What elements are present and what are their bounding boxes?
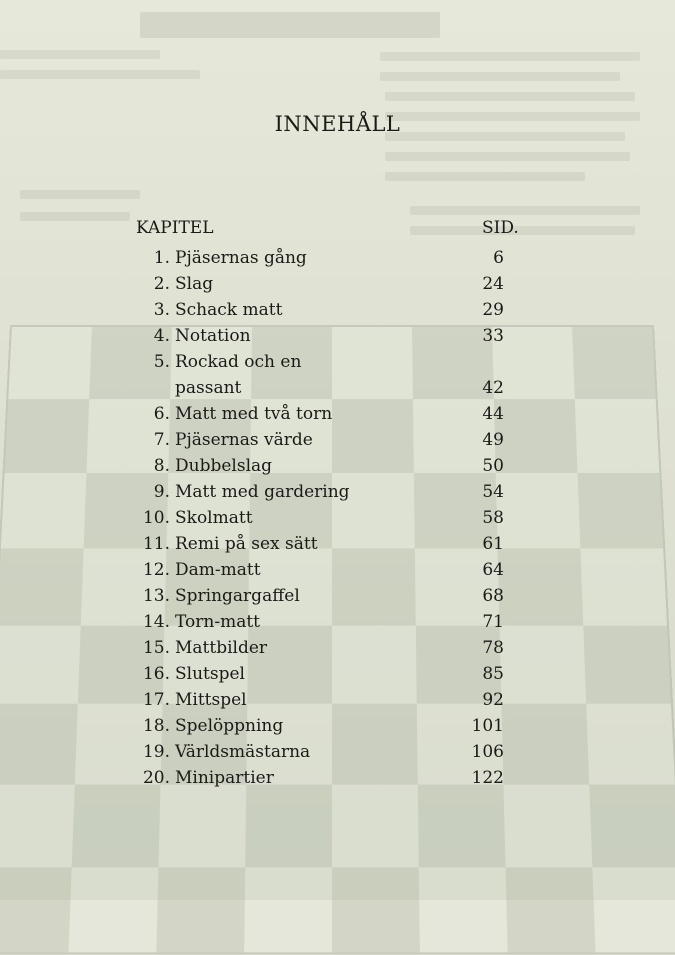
- chapter-number: 6.: [153, 404, 170, 424]
- chapter-title: Slag: [175, 274, 214, 294]
- page-number: 78: [482, 638, 504, 658]
- chapter-title: Notation: [175, 326, 251, 346]
- chapter-number: 11.: [142, 534, 170, 554]
- page-number: 50: [482, 456, 504, 476]
- toc-entry: [0, 739, 675, 765]
- toc-entry-continuation: [0, 375, 675, 401]
- board-square: [156, 868, 245, 953]
- page-number: 44: [482, 404, 504, 424]
- toc-entry: [0, 765, 675, 791]
- toc-entry: [0, 427, 675, 453]
- chapter-title: Dam-matt: [175, 560, 261, 580]
- board-square: [68, 868, 158, 953]
- chapter-title: Schack matt: [175, 300, 283, 320]
- page-number: 42: [482, 378, 504, 398]
- chapter-number: 19.: [142, 742, 170, 762]
- board-square: [592, 868, 675, 953]
- toc-entry: [0, 323, 675, 349]
- chapter-title: Minipartier: [175, 768, 274, 788]
- chapter-number: 15.: [142, 638, 170, 658]
- chapter-title: Slutspel: [175, 664, 245, 684]
- toc-entry: [0, 349, 675, 375]
- chapter-number: 8.: [153, 456, 170, 476]
- chapter-number: 2.: [153, 274, 170, 294]
- board-square: [0, 868, 72, 953]
- chapter-column-header: KAPITEL: [136, 218, 214, 238]
- chapter-number: 1.: [153, 248, 170, 268]
- page-number: 101: [471, 716, 504, 736]
- chapter-number: 18.: [142, 716, 170, 736]
- chapter-number: 4.: [153, 326, 170, 346]
- board-square: [589, 785, 675, 868]
- chapter-title: Pjäsernas värde: [175, 430, 313, 450]
- page-number: 58: [482, 508, 504, 528]
- chapter-number: 14.: [142, 612, 170, 632]
- chapter-title: Världsmästarna: [175, 742, 311, 762]
- toc-entry: [0, 245, 675, 271]
- board-square: [158, 785, 246, 868]
- chapter-title: Remi på sex sätt: [175, 534, 318, 554]
- toc-entry: [0, 453, 675, 479]
- board-square: [418, 785, 506, 868]
- toc-entry: [0, 713, 675, 739]
- toc-entry: [0, 635, 675, 661]
- page-number: 71: [482, 612, 504, 632]
- chapter-title: Skolmatt: [175, 508, 253, 528]
- page-number: 85: [482, 664, 504, 684]
- chapter-title: Springargaffel: [175, 586, 300, 606]
- chapter-title: Mattbilder: [175, 638, 268, 658]
- board-square: [332, 785, 419, 868]
- chapter-title: Dubbelslag: [175, 456, 273, 476]
- page-column-header: SID.: [482, 218, 519, 238]
- chapter-title: Rockad och en: [175, 352, 302, 372]
- page-number: 122: [471, 768, 504, 788]
- chapter-number: 10.: [142, 508, 170, 528]
- chapter-number: 7.: [153, 430, 170, 450]
- toc-entry: [0, 271, 675, 297]
- chapter-title: Pjäsernas gång: [175, 248, 307, 268]
- chapter-number: 17.: [142, 690, 170, 710]
- page-number: 33: [482, 326, 504, 346]
- toc-entry: [0, 661, 675, 687]
- chapter-title-continued: passant: [175, 378, 242, 398]
- board-square: [72, 785, 161, 868]
- chapter-number: 16.: [142, 664, 170, 684]
- toc-entry: [0, 687, 675, 713]
- toc-entry: [0, 609, 675, 635]
- page-number: 64: [482, 560, 504, 580]
- chapter-number: 3.: [153, 300, 170, 320]
- board-square: [503, 785, 592, 868]
- toc-entry: [0, 557, 675, 583]
- page-number: 92: [482, 690, 504, 710]
- chapter-title: Spelöppning: [175, 716, 284, 736]
- chapter-number: 20.: [142, 768, 170, 788]
- page-title: INNEHÅLL: [274, 112, 401, 136]
- toc-entry: [0, 531, 675, 557]
- page-number: 106: [471, 742, 504, 762]
- page-number: 29: [482, 300, 504, 320]
- board-square: [332, 868, 420, 953]
- page-number: 6: [493, 248, 504, 268]
- board-square: [244, 868, 332, 953]
- page-number: 61: [482, 534, 504, 554]
- chapter-title: Matt med gardering: [175, 482, 350, 502]
- chapter-number: 13.: [142, 586, 170, 606]
- board-square: [0, 785, 75, 868]
- page-number: 68: [482, 586, 504, 606]
- chapter-number: 9.: [153, 482, 170, 502]
- chapter-title: Torn-matt: [175, 612, 260, 632]
- chapter-number: 12.: [142, 560, 170, 580]
- board-square: [506, 868, 596, 953]
- chapter-number: 5.: [153, 352, 170, 372]
- toc-entry: [0, 401, 675, 427]
- toc-entry: [0, 505, 675, 531]
- page-number: 54: [482, 482, 504, 502]
- page-number: 24: [482, 274, 504, 294]
- page-number: 49: [482, 430, 504, 450]
- toc-entry: [0, 583, 675, 609]
- board-square: [245, 785, 332, 868]
- toc-entry: [0, 297, 675, 323]
- chapter-title: Mittspel: [175, 690, 247, 710]
- chapter-title: Matt med två torn: [175, 404, 333, 424]
- board-square: [419, 868, 508, 953]
- toc-entry: [0, 479, 675, 505]
